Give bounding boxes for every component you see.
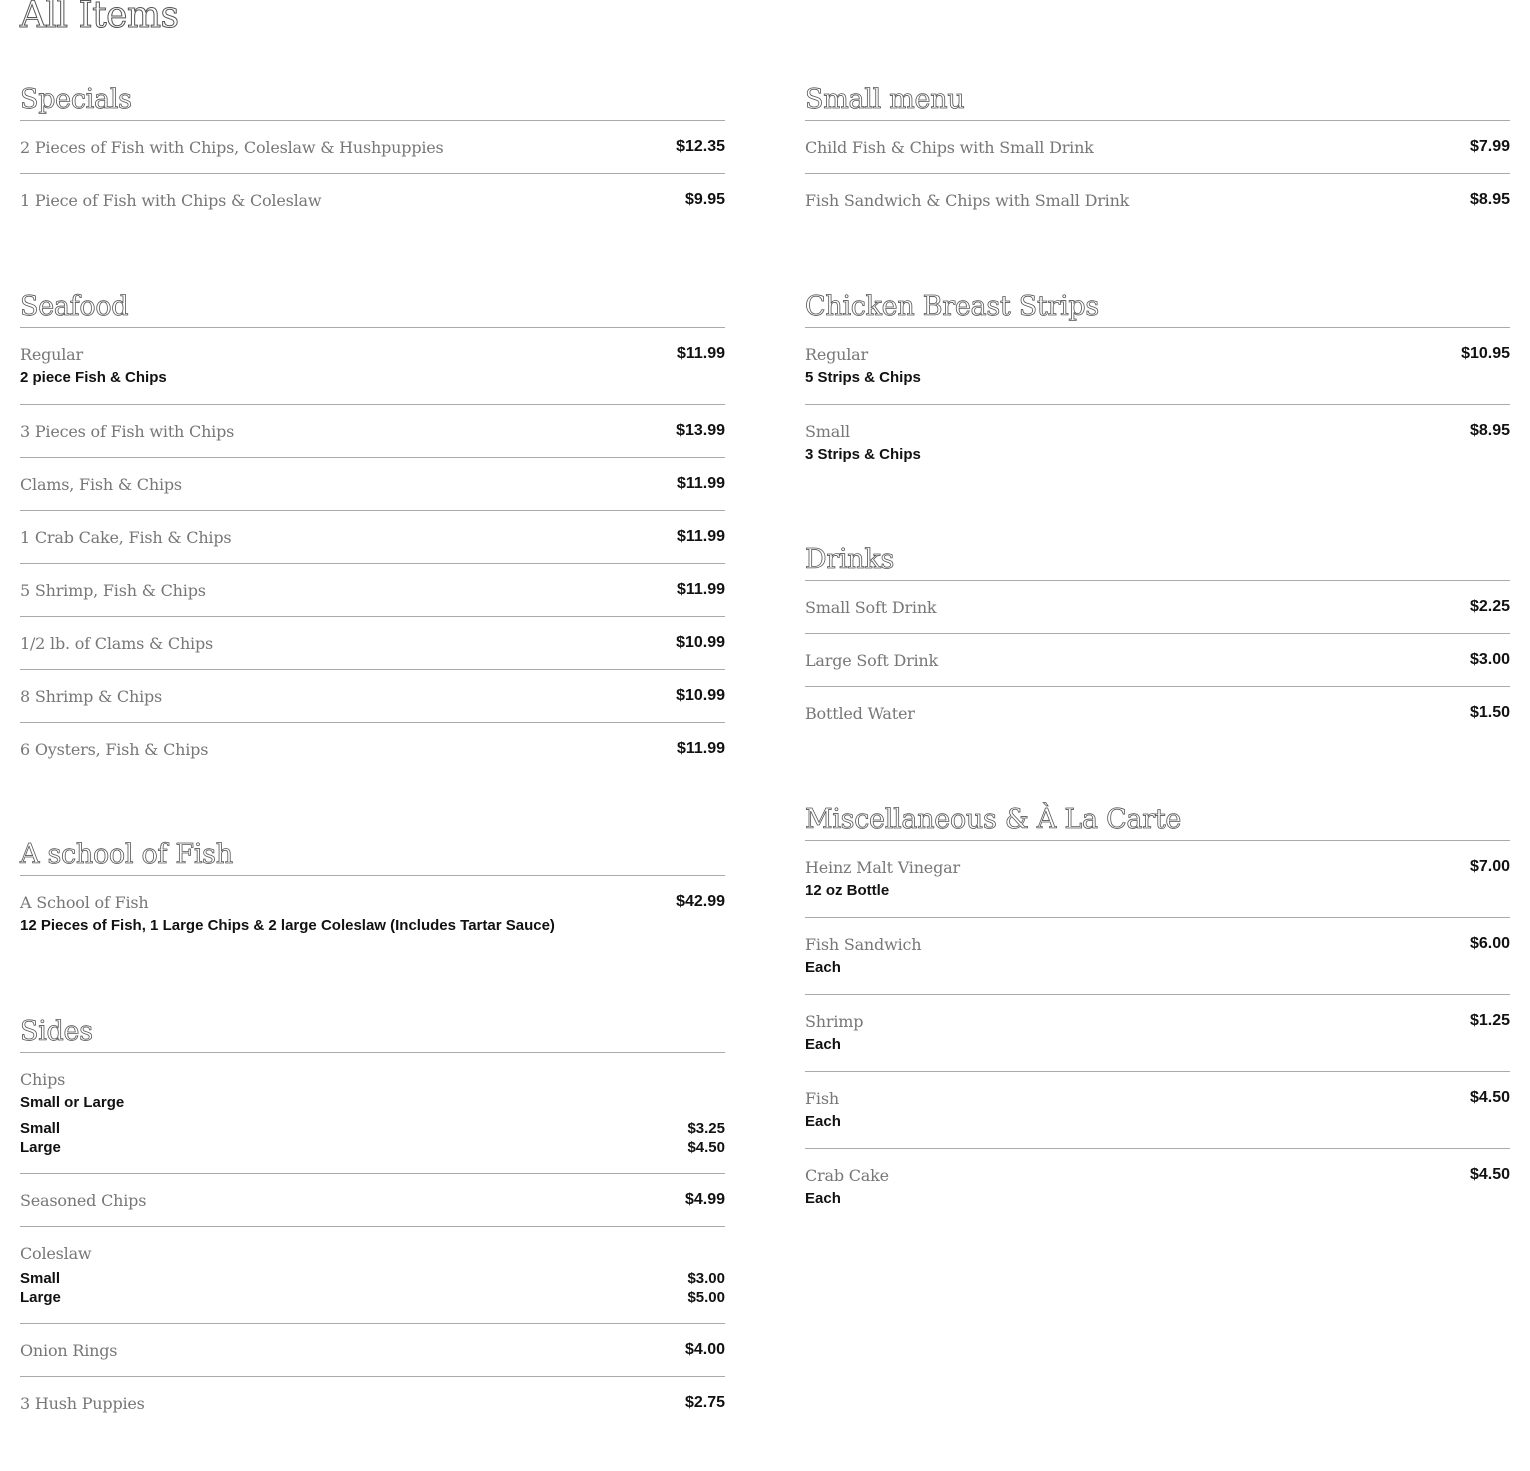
item-price: $7.99 bbox=[1469, 138, 1510, 155]
item-header bbox=[20, 421, 725, 441]
item-name: 1 Piece of Fish with Chips & Coleslaw bbox=[20, 190, 322, 210]
item-description: Each bbox=[805, 959, 841, 976]
item-variants bbox=[20, 1119, 725, 1157]
menu-item[interactable] bbox=[805, 1149, 1510, 1225]
item-name: Coleslaw bbox=[20, 1243, 92, 1263]
item-list bbox=[20, 328, 725, 775]
item-price: $10.95 bbox=[1461, 345, 1510, 362]
menu-item[interactable] bbox=[20, 328, 725, 405]
menu-item[interactable] bbox=[20, 876, 725, 952]
item-name: Heinz Malt Vinegar bbox=[805, 857, 960, 877]
item-price: $4.50 bbox=[1469, 1166, 1510, 1183]
item-name: Fish Sandwich bbox=[805, 934, 922, 954]
item-header bbox=[20, 892, 725, 912]
item-name: Onion Rings bbox=[20, 1340, 118, 1360]
menu-item[interactable] bbox=[20, 1227, 725, 1324]
item-header bbox=[20, 686, 725, 706]
item-description: Each bbox=[805, 1036, 841, 1053]
item-header bbox=[805, 703, 1510, 723]
item-header bbox=[20, 1069, 725, 1089]
item-header bbox=[805, 597, 1510, 617]
item-price: $7.00 bbox=[1469, 858, 1510, 875]
item-name: Crab Cake bbox=[805, 1165, 889, 1185]
item-name: 2 Pieces of Fish with Chips, Coleslaw & Hushpuppies bbox=[20, 137, 444, 157]
item-header bbox=[20, 1340, 725, 1360]
item-header bbox=[20, 190, 725, 210]
item-name: Fish bbox=[805, 1088, 839, 1108]
item-header bbox=[20, 1393, 725, 1413]
menu-item[interactable] bbox=[20, 723, 725, 775]
item-description: 3 Strips & Chips bbox=[805, 446, 921, 463]
item-list bbox=[805, 841, 1510, 1225]
variant-row bbox=[20, 1288, 725, 1307]
item-name: Small Soft Drink bbox=[805, 597, 937, 617]
variant-price: $3.25 bbox=[687, 1120, 725, 1137]
menu-item[interactable] bbox=[20, 1324, 725, 1377]
item-variants bbox=[20, 1269, 725, 1307]
item-description: Small or Large bbox=[20, 1094, 125, 1111]
item-price: $10.99 bbox=[676, 634, 725, 651]
item-header bbox=[805, 344, 1510, 364]
item-header bbox=[805, 421, 1510, 441]
item-name: Child Fish & Chips with Small Drink bbox=[805, 137, 1094, 157]
menu-item[interactable] bbox=[20, 1053, 725, 1174]
item-header bbox=[20, 580, 725, 600]
section-title: A school of Fish bbox=[20, 836, 725, 876]
item-price: $11.99 bbox=[676, 475, 725, 492]
menu-item[interactable] bbox=[20, 121, 725, 174]
item-name: 3 Pieces of Fish with Chips bbox=[20, 421, 235, 441]
item-price: $8.95 bbox=[1469, 422, 1510, 439]
item-price: $8.95 bbox=[1469, 191, 1510, 208]
item-header bbox=[20, 344, 725, 364]
item-header bbox=[805, 1088, 1510, 1108]
section-title: Specials bbox=[20, 81, 725, 121]
variant-row bbox=[20, 1138, 725, 1157]
item-price: $11.99 bbox=[676, 740, 725, 757]
item-description: 12 oz Bottle bbox=[805, 882, 890, 899]
menu-item[interactable] bbox=[20, 405, 725, 458]
item-price: $2.25 bbox=[1469, 598, 1510, 615]
item-list bbox=[805, 328, 1510, 481]
item-header bbox=[805, 137, 1510, 157]
item-name: 1 Crab Cake, Fish & Chips bbox=[20, 527, 232, 547]
item-list bbox=[20, 1053, 725, 1429]
page-title: All Items bbox=[20, 0, 179, 36]
section-title: Miscellaneous & À La Carte bbox=[805, 801, 1510, 841]
item-name: 3 Hush Puppies bbox=[20, 1393, 145, 1413]
variant-label: Large bbox=[20, 1289, 61, 1306]
variant-label: Small bbox=[20, 1270, 61, 1287]
item-name: Chips bbox=[20, 1069, 66, 1089]
item-header bbox=[20, 633, 725, 653]
item-header bbox=[20, 474, 725, 494]
menu-item[interactable] bbox=[805, 841, 1510, 918]
item-header bbox=[805, 1011, 1510, 1031]
item-name: Regular bbox=[20, 344, 83, 364]
item-price: $13.99 bbox=[676, 422, 725, 439]
menu-section-seafood bbox=[20, 288, 725, 775]
item-list bbox=[20, 121, 725, 226]
menu-item[interactable] bbox=[20, 458, 725, 511]
variant-row bbox=[20, 1119, 725, 1138]
menu-section-drinks bbox=[805, 541, 1510, 739]
menu-item[interactable] bbox=[20, 174, 725, 226]
variant-label: Large bbox=[20, 1139, 61, 1156]
item-header bbox=[20, 1243, 725, 1263]
menu-item[interactable] bbox=[805, 581, 1510, 634]
item-list bbox=[20, 876, 725, 952]
menu-item[interactable] bbox=[805, 121, 1510, 174]
item-price: $11.99 bbox=[676, 581, 725, 598]
menu-item[interactable] bbox=[20, 1174, 725, 1227]
item-price: $42.99 bbox=[676, 893, 725, 910]
item-price: $4.99 bbox=[684, 1191, 725, 1208]
item-header bbox=[805, 1165, 1510, 1185]
item-list bbox=[805, 581, 1510, 739]
menu-section-sides bbox=[20, 1013, 725, 1429]
menu-section-small-menu bbox=[805, 81, 1510, 226]
item-name: 8 Shrimp & Chips bbox=[20, 686, 163, 706]
item-name: Small bbox=[805, 421, 850, 441]
item-price: $11.99 bbox=[676, 345, 725, 362]
item-price: $4.00 bbox=[684, 1341, 725, 1358]
item-price: $10.99 bbox=[676, 687, 725, 704]
item-name: A School of Fish bbox=[20, 892, 149, 912]
variant-label: Small bbox=[20, 1120, 61, 1137]
menu-section-chicken-breast-strips bbox=[805, 288, 1510, 481]
variant-row bbox=[20, 1269, 725, 1288]
item-price: $11.99 bbox=[676, 528, 725, 545]
menu-section-specials bbox=[20, 81, 725, 226]
variant-price: $3.00 bbox=[687, 1270, 725, 1287]
item-description: 2 piece Fish & Chips bbox=[20, 369, 167, 386]
item-name: Seasoned Chips bbox=[20, 1190, 147, 1210]
item-list bbox=[805, 121, 1510, 226]
item-header bbox=[805, 934, 1510, 954]
menu-item[interactable] bbox=[805, 405, 1510, 481]
item-description: Each bbox=[805, 1190, 841, 1207]
item-header bbox=[20, 527, 725, 547]
menu-item[interactable] bbox=[20, 1377, 725, 1429]
menu-item[interactable] bbox=[805, 687, 1510, 739]
menu-section-miscellaneous-la-carte bbox=[805, 801, 1510, 1225]
item-header bbox=[20, 137, 725, 157]
menu-item[interactable] bbox=[805, 995, 1510, 1072]
menu-item[interactable] bbox=[20, 564, 725, 617]
item-name: Shrimp bbox=[805, 1011, 864, 1031]
item-description: 5 Strips & Chips bbox=[805, 369, 921, 386]
section-title: Sides bbox=[20, 1013, 725, 1053]
menu-item[interactable] bbox=[20, 511, 725, 564]
item-name: Regular bbox=[805, 344, 868, 364]
menu-item[interactable] bbox=[805, 1072, 1510, 1149]
menu-item[interactable] bbox=[805, 174, 1510, 226]
item-price: $3.00 bbox=[1469, 651, 1510, 668]
item-header bbox=[805, 190, 1510, 210]
item-price: $12.35 bbox=[676, 138, 725, 155]
item-price: $9.95 bbox=[684, 191, 725, 208]
item-header bbox=[20, 739, 725, 759]
item-header bbox=[20, 1190, 725, 1210]
item-name: Fish Sandwich & Chips with Small Drink bbox=[805, 190, 1130, 210]
item-price: $4.50 bbox=[1469, 1089, 1510, 1106]
item-header bbox=[805, 650, 1510, 670]
item-price: $1.25 bbox=[1469, 1012, 1510, 1029]
item-name: Bottled Water bbox=[805, 703, 915, 723]
menu-item[interactable] bbox=[805, 918, 1510, 995]
item-price: $2.75 bbox=[684, 1394, 725, 1411]
menu-section-a-school-of-fish bbox=[20, 836, 725, 952]
menu-item[interactable] bbox=[805, 634, 1510, 687]
variant-price: $5.00 bbox=[687, 1289, 725, 1306]
variant-price: $4.50 bbox=[687, 1139, 725, 1156]
item-name: 5 Shrimp, Fish & Chips bbox=[20, 580, 206, 600]
menu-item[interactable] bbox=[20, 670, 725, 723]
item-name: Clams, Fish & Chips bbox=[20, 474, 182, 494]
item-description: 12 Pieces of Fish, 1 Large Chips & 2 large Coleslaw (Includes Tartar Sauce) bbox=[20, 917, 555, 934]
item-price: $1.50 bbox=[1469, 704, 1510, 721]
section-title: Chicken Breast Strips bbox=[805, 288, 1510, 328]
item-price: $6.00 bbox=[1469, 935, 1510, 952]
item-header bbox=[805, 857, 1510, 877]
section-title: Seafood bbox=[20, 288, 725, 328]
item-description: Each bbox=[805, 1113, 841, 1130]
menu-item[interactable] bbox=[805, 328, 1510, 405]
section-title: Small menu bbox=[805, 81, 1510, 121]
item-name: 6 Oysters, Fish & Chips bbox=[20, 739, 209, 759]
item-name: Large Soft Drink bbox=[805, 650, 939, 670]
item-name: 1/2 lb. of Clams & Chips bbox=[20, 633, 214, 653]
section-title: Drinks bbox=[805, 541, 1510, 581]
menu-item[interactable] bbox=[20, 617, 725, 670]
